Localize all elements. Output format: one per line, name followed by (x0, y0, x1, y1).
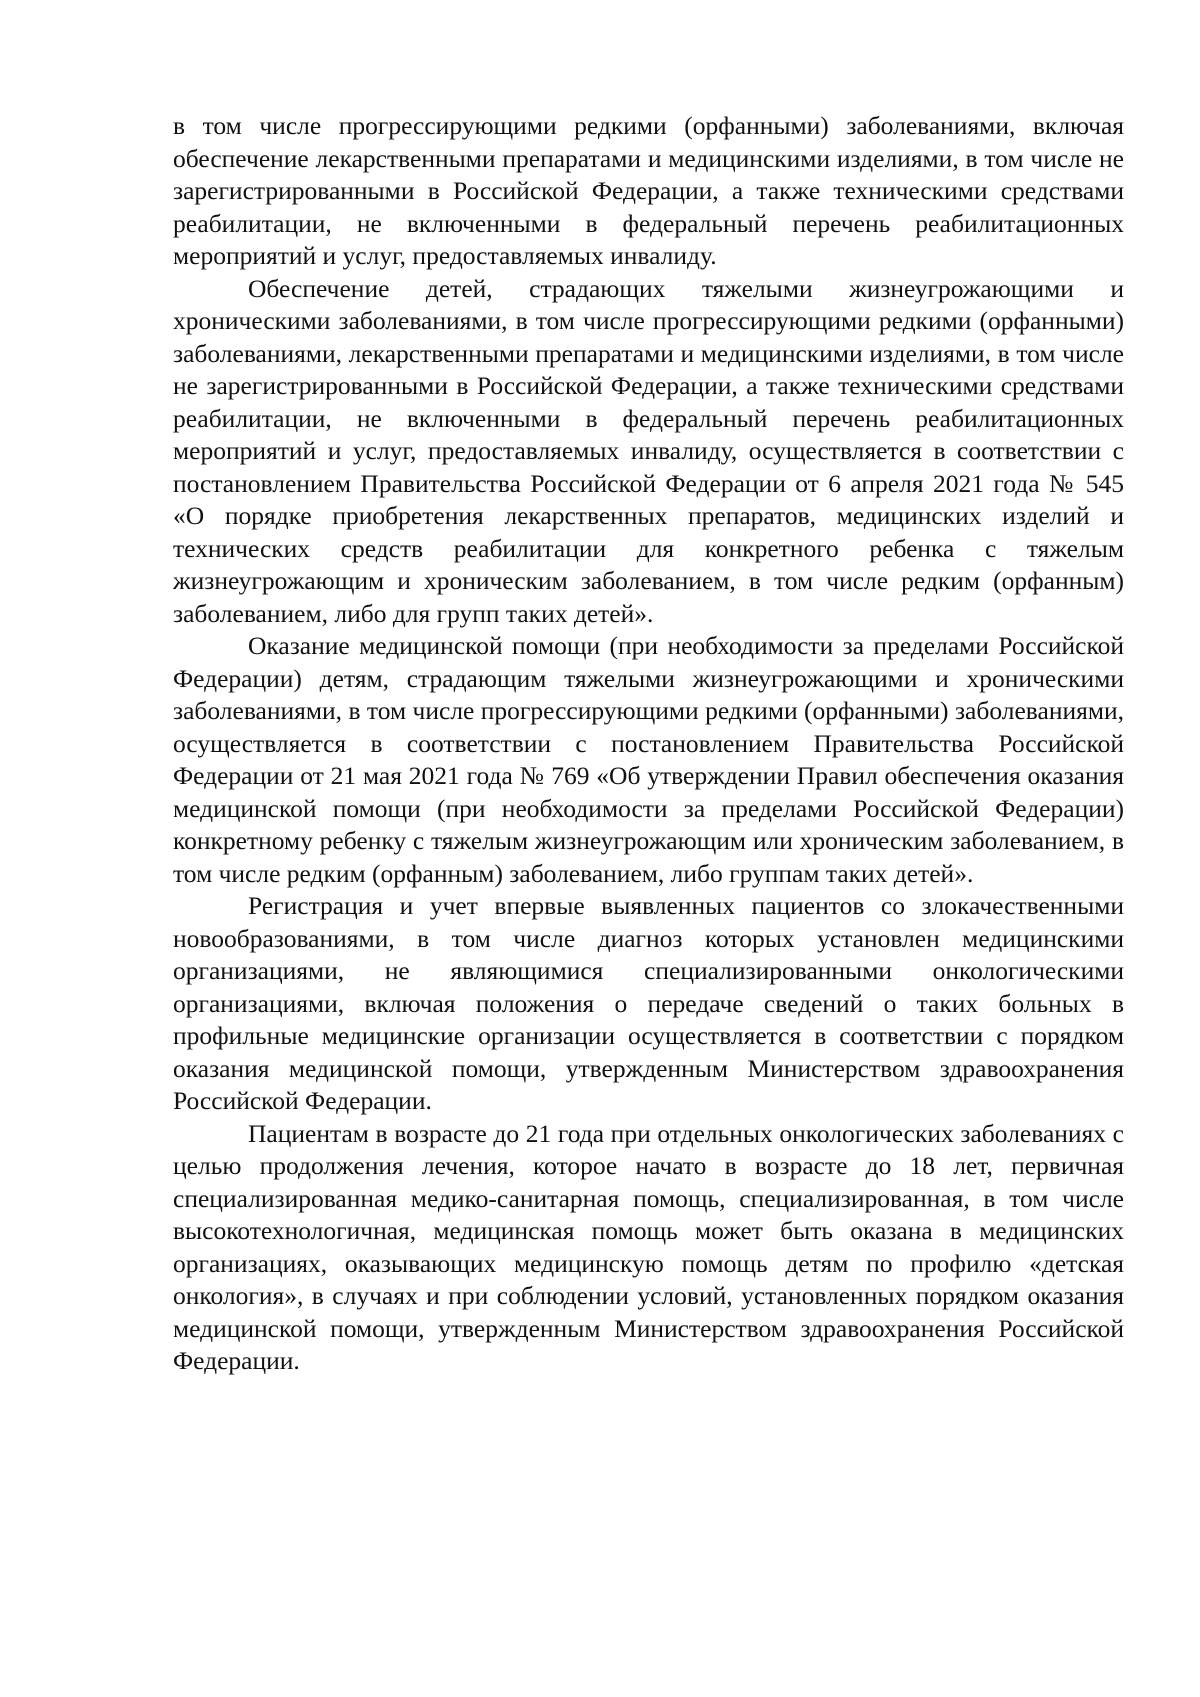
document-page (173, 110, 1124, 1378)
paragraph-pediatric-oncology: Пациентам в возрасте до 21 года при отдельных онкологических заболеваниях с целью продолжения лечения, которое начато в возрасте до 18 лет, первичная специализированная медико-санитарная помощь, специализированная, в том числе высокотехнологичная, медицинская помощь может быть оказана в медицинских организациях, оказывающих медицинскую помощь детям по профилю «детская онкология», в случаях и при соблюдении условий, установленных порядком оказания медицинской помощи, утвержденным Министерством здравоохранения Российской Федерации. (173, 1118, 1124, 1375)
paragraph-continuation: в том числе прогрессирующими редкими (орфанными) заболеваниями, включая обеспечение лекарственными препаратами и медицинскими изделиями, в том числе не зарегистрированными в Российской Федерации, а также техническими средствами реабилитации, не включенными в федеральный перечень реабилитационных мероприятий и услуг, предоставляемых инвалиду. (173, 111, 1124, 270)
paragraph-care-abroad: Оказание медицинской помощи (при необходимости за пределами Российской Федерации) детям, страдающим тяжелыми жизнеугрожающими и хроническими заболеваниями, в том числе прогрессирующими редкими (орфанными) заболеваниями, осуществляется в соответствии с постановлением Правительства Российской Федерации от 21 мая 2021 года № 769 «Об утверждении Правил обеспечения оказания медицинской помощи (при необходимости за пределами Российской Федерации) конкретному ребенку с тяжелым жизнеугрожающим или хроническим заболеванием, в том числе редким (орфанным) заболеванием, либо группам таких детей». (173, 631, 1124, 888)
paragraph-drug-provision: Обеспечение детей, страдающих тяжелыми жизнеугрожающими и хроническими заболеваниями, в том числе прогрессирующими редкими (орфанными) заболеваниями, лекарственными препаратами и медицинскими изделиями, в том числе не зарегистрированными в Российской Федерации, а также техническими средствами реабилитации, не включенными в федеральный перечень реабилитационных мероприятий и услуг, предоставляемых инвалиду, осуществляется в соответствии с постановлением Правительства Российской Федерации от 6 апреля 2021 года № 545 «О порядке приобретения лекарственных препаратов, медицинских изделий и технических средств реабилитации для конкретного ребенка с тяжелым жизнеугрожающим и хроническим заболеванием, в том числе редким (орфанным) заболеванием, либо для групп таких детей». (173, 273, 1124, 628)
paragraph-oncology-registration: Регистрация и учет впервые выявленных пациентов со злокачественными новообразованиями, в том числе диагноз которых установлен медицинскими организациями, не являющимися специализированными онкологическими организациями, включая положения о передаче сведений о таких больных в профильные медицинские организации осуществляется в соответствии с порядком оказания медицинской помощи, утвержденным Министерством здравоохранения Российской Федерации. (173, 891, 1124, 1115)
